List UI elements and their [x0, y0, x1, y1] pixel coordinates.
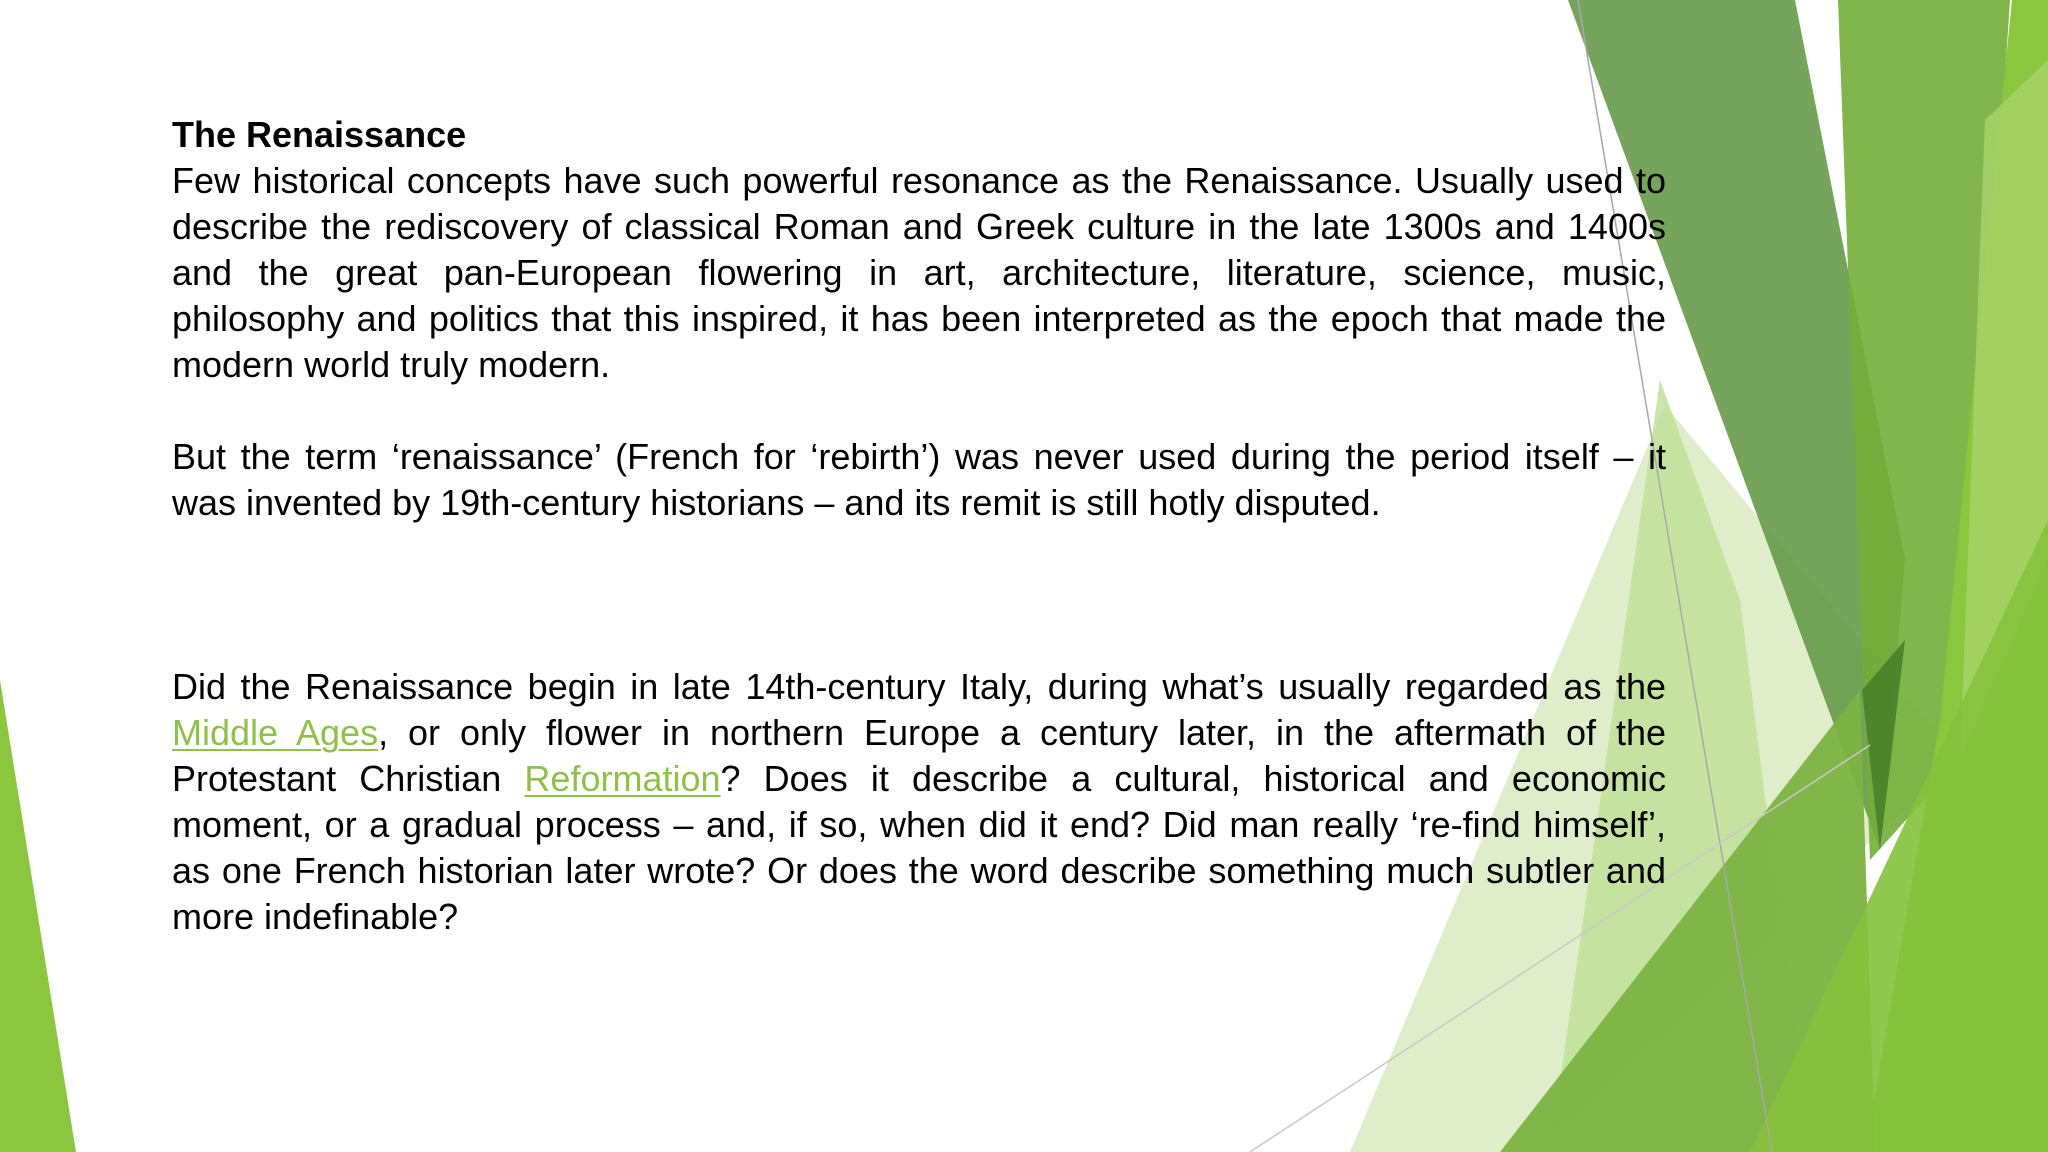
paragraph-3-text-1: Did the Renaissance begin in late 14th-century Italy, during what’s usually regarded as the — [172, 666, 1666, 707]
middle-ages-link[interactable]: Middle Ages — [172, 712, 379, 753]
paragraph-3-text-3: ? Does it describe a cultural, historical and economic moment, or a gradual process – and, if so, when did it end? Did man really ‘re-find himself’, as one French historian later wrote? Or does the word describe something much subtler and more indefinable? — [172, 758, 1666, 937]
reformation-link[interactable]: Reformation — [524, 758, 721, 799]
paragraph-2: But the term ‘renaissance’ (French for ‘rebirth’) was never used during the period itself – it was invented by 19th-century historians – and its remit is still hotly disputed. — [172, 436, 1666, 523]
paragraph-3 — [172, 664, 1666, 940]
paragraph-3-text-2: , or only flower in northern Europe a century later, in the aftermath of the Protestant Christian — [172, 712, 1667, 799]
left-green-triangle — [0, 680, 76, 1152]
spacer — [172, 526, 1666, 664]
slide-text-box — [172, 112, 1666, 940]
slide-title: The Renaissance — [172, 114, 467, 155]
paragraph-1: Few historical concepts have such powerful resonance as the Renaissance. Usually used to describe the rediscovery of classical Roman and Greek culture in the late 1300s and 1400s and the great pan-European flowering in art, architecture, literature, science, music, philosophy and politics that this inspired, it has been interpreted as the epoch that made the modern world truly modern. — [172, 160, 1666, 385]
